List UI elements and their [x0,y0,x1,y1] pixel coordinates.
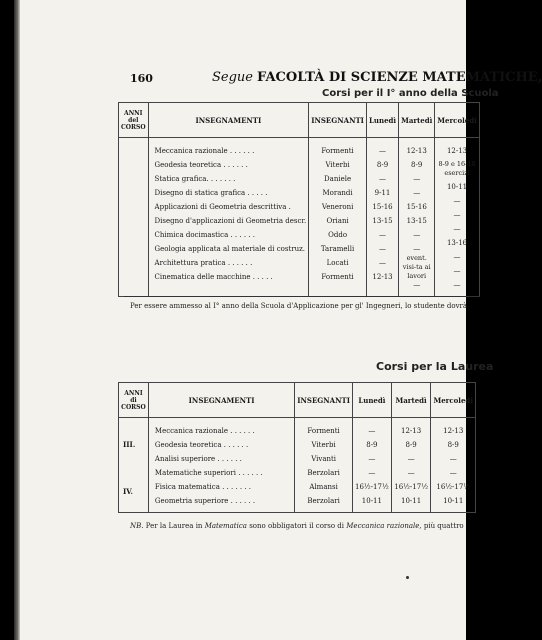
course-name: Meccanica razionale . . . . . . [154,147,255,155]
column-header: Lunedì [353,383,392,418]
course-name: Analisi superiore . . . . . . [154,455,242,463]
column-header: Martedì [399,103,435,138]
course-name: Statica grafica. . . . . . . [154,175,236,183]
column-header: INSEGNANTI [309,103,367,138]
course-name: Cinematica delle macchine . . . . . [154,273,273,281]
document-page [14,0,542,640]
tuesday-hours: 15-16 [406,203,427,211]
monday-hours-column [366,138,398,297]
column-header: ANNI di CORSO [119,383,149,418]
column-header: INSEGNANTI [295,383,353,418]
wednesday-hours-list [433,418,473,512]
monday-hours: 10-11 [361,497,382,505]
course-name-column [148,418,294,513]
course-name: Geodesia teoretica . . . . . . [154,161,248,169]
wednesday-hours: 16½-17½ [436,483,471,491]
wednesday-hours-column [435,138,480,297]
teacher-name: Oriani [326,217,349,225]
wednesday-hours-column [431,418,476,513]
year-list [121,418,146,496]
course-name: Meccanica razionale . . . . . . [154,427,255,435]
note-text-2: sono obbligatori il corso di [249,522,345,530]
course-name: Chimica docimastica . . . . . . [154,231,255,239]
teacher-name-list [311,138,364,288]
teacher-name: Almansi [309,483,338,491]
course-name-list [151,138,307,288]
wednesday-hours: — [453,267,461,275]
tuesday-hours: 8-9 [411,161,423,169]
wednesday-hours: — [449,469,457,477]
note-text: Per la Laurea in [145,522,203,530]
teacher-name: Oddo [328,231,348,239]
tuesday-hours: 16½-17½ [394,483,428,491]
teacher-name: Berzolari [307,497,340,505]
teacher-name-column [309,138,367,297]
monday-hours: — [368,427,376,435]
running-header [14,70,542,88]
table-body [119,138,480,297]
tuesday-hours: — [413,175,421,183]
note-label: NB. [130,522,144,530]
note-italic-1: Matematica [204,522,247,530]
year-label: III. [123,440,136,449]
monday-hours: 8-9 [376,161,389,169]
teacher-name: Locati [326,259,349,267]
teacher-name-column [295,418,353,513]
course-name: Architettura pratica . . . . . . [154,259,253,267]
tuesday-hours-list [401,138,432,296]
wednesday-hours: — [453,281,461,289]
monday-hours: 9-11 [374,189,391,197]
divider [124,296,480,297]
column-header: Mercoledì [435,103,480,138]
tuesday-hours: 12-13 [401,427,422,435]
course-name: Geologia applicata al materiale di costruz. [154,245,306,253]
wednesday-hours: — [453,211,461,219]
monday-hours-list [355,418,389,512]
teacher-name: Viterbi [311,441,336,449]
course-name: Geodesia teoretica . . . . . . [154,441,249,449]
section1-table [118,102,480,297]
note-italic-2: Meccanica razionale, [346,522,422,530]
monday-hours: — [379,259,387,267]
teacher-name: Morandi [322,189,353,197]
column-header: INSEGNAMENTI [148,103,309,138]
teacher-name: Berzolari [307,469,340,477]
teacher-name: Formenti [307,427,340,435]
tuesday-hours: — [407,469,415,477]
section1-subtitle: Corsi per il I° anno della Scuola [322,88,499,99]
monday-hours: — [379,175,387,183]
course-name: Matematiche superiori . . . . . . [154,469,263,477]
tuesday-hours: 10-11 [401,497,422,505]
wednesday-hours: 12-13 [443,427,464,435]
teacher-name: Formenti [321,147,354,155]
monday-hours: 13-15 [372,217,393,225]
monday-hours: — [368,455,376,463]
wednesday-hours: — [453,225,461,233]
teacher-name: Veneroni [321,203,354,211]
column-header: ANNI del CORSO [119,103,149,138]
running-title [212,70,542,85]
running-title-text: FACOLTÀ DI SCIENZE MATEMATICHE, [257,70,542,85]
monday-hours: 16½-17½ [355,483,389,491]
tuesday-hours: 12-13 [406,147,427,155]
tuesday-hours: — [407,455,415,463]
tuesday-hours-column [399,138,435,297]
teacher-name: Vivanti [311,455,337,463]
tuesday-hours: 8-9 [405,441,417,449]
column-header: Lunedì [366,103,398,138]
tuesday-hours: 13-15 [406,217,427,225]
wednesday-hours-list [437,138,477,296]
course-name: Disegno d'applicazioni di Geometria descr. [154,217,307,225]
monday-hours: — [379,231,387,239]
running-italic: Segue [212,70,253,85]
course-name: Disegno di statica grafica . . . . . [154,189,268,197]
monday-hours: — [379,245,387,253]
wednesday-hours: — [453,253,461,261]
monday-hours: — [379,147,387,155]
tuesday-hours-list [394,418,429,512]
ink-speck [406,576,409,579]
teacher-name-list [297,418,350,512]
table-body [119,418,476,513]
page-number: 160 [130,72,153,85]
teacher-name: Taramelli [320,245,355,253]
tuesday-hours-column [391,418,431,513]
note-text-3: più quattro [423,522,464,530]
wednesday-hours: — [449,455,457,463]
monday-hours: 15-16 [372,203,393,211]
tuesday-hours: — [413,231,421,239]
anni-cell [119,138,149,297]
wednesday-hours: 8-9 [447,441,459,449]
monday-hours-column [353,418,392,513]
anni-cell [119,418,149,513]
wednesday-hours: 12-13 [446,147,468,155]
monday-hours-list [369,138,396,288]
section2-note [130,522,464,530]
tuesday-hours: — [413,281,421,289]
tuesday-hours: event. visi-ta ai lavori [402,253,431,280]
wednesday-hours: — [453,197,461,205]
section2-table [118,382,476,513]
column-header: Martedì [391,383,431,418]
course-name: Applicazioni di Geometria descrittiva . [154,203,291,211]
course-name-list [151,418,292,512]
wednesday-hours: 10-11 [446,183,468,191]
table-header-row [119,103,480,138]
book-binding [14,0,20,640]
year-label: IV. [123,487,133,496]
course-name-column [148,138,309,297]
tuesday-hours: — [413,245,421,253]
monday-hours: 12-13 [372,273,393,281]
monday-hours: 8-9 [366,441,378,449]
teacher-name: Formenti [321,273,354,281]
column-header: Mercoledì [431,383,476,418]
course-name: Geometria superiore . . . . . . [154,497,256,505]
section1-note: Per essere ammesso al I° anno della Scuola d'Applicazione per gl' Ingegneri, lo studente dovrà [130,302,468,310]
course-name: Fisica matematica . . . . . . . [154,483,252,491]
wednesday-hours: 10-11 [443,497,464,505]
teacher-name: Daniele [324,175,352,183]
teacher-name: Viterbi [325,161,350,169]
monday-hours: — [368,469,376,477]
table-header-row [119,383,476,418]
wednesday-hours: 13-16 [446,239,468,247]
tuesday-hours: — [413,189,421,197]
wednesday-hours: 8-9 e 16-18 esercizi [438,160,476,177]
section2-subtitle: Corsi per la Laurea [376,360,494,373]
column-header: INSEGNAMENTI [148,383,294,418]
